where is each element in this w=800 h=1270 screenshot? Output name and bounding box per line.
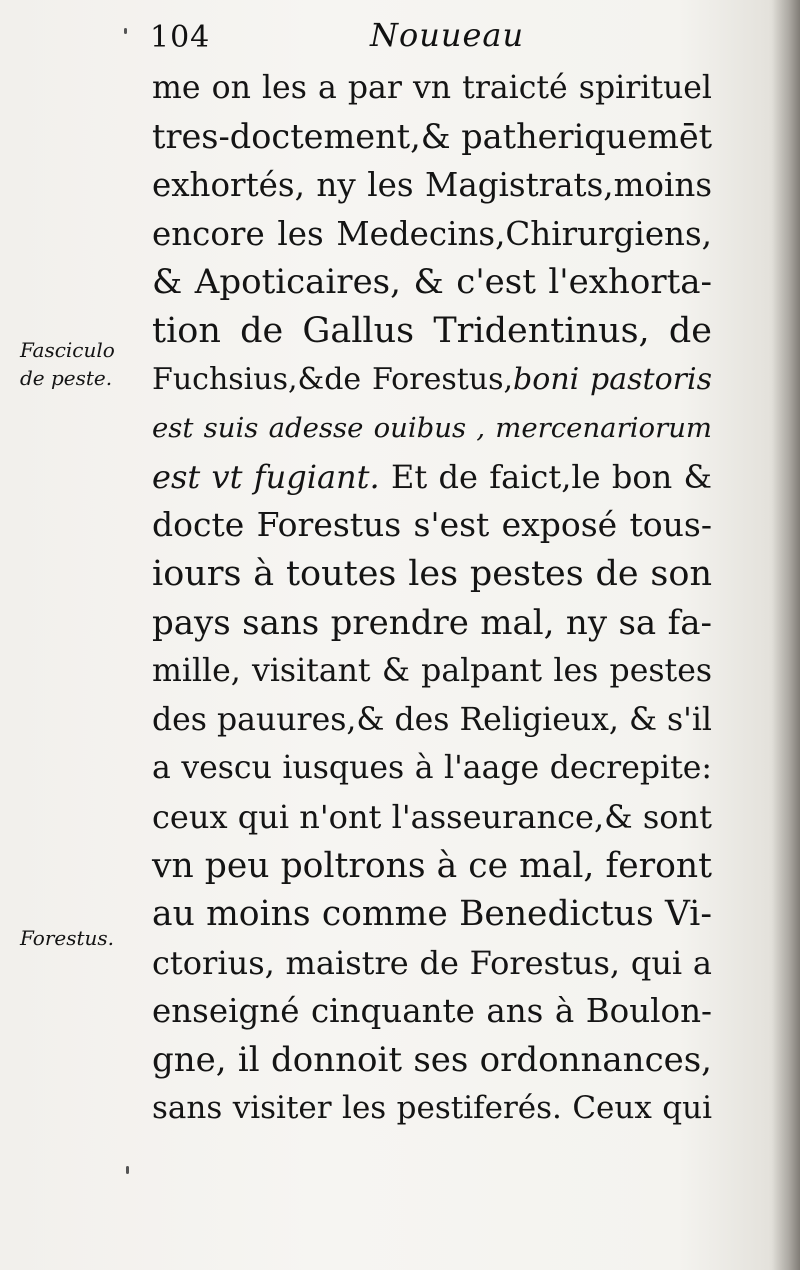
text-line (152, 890, 712, 939)
text-segment: gne, il donnoit ses ordonnances, (152, 1039, 712, 1080)
margin-note-line: Forestus. (20, 926, 115, 950)
running-title: Nouueau (370, 16, 525, 54)
text-line (152, 647, 712, 696)
text-line (152, 987, 712, 1036)
text-segment: & Apoticaires, & c'est l'exhorta- (152, 262, 712, 303)
body-text (152, 64, 712, 1133)
text-segment: sans visiter les pestiferés. Ceux qui (152, 1090, 712, 1127)
page-header (150, 16, 710, 60)
text-segment: vn peu poltrons à ce mal, feront (152, 845, 712, 886)
text-segment: Et de faict,le bon & (379, 457, 712, 496)
text-line (152, 307, 712, 356)
text-segment: des pauures,& des Religieux, & s'il (152, 701, 712, 738)
text-line (152, 842, 712, 891)
text-line (152, 696, 712, 745)
text-line (152, 64, 712, 113)
ink-speck (124, 28, 127, 34)
text-segment: docte Forestus s'est exposé tous- (152, 505, 712, 545)
text-line (152, 258, 712, 307)
italic-text-segment: est suis adesse ouibus , mercenariorum (152, 412, 712, 445)
margin-note-fasciculo (20, 336, 115, 392)
page-number: 104 (150, 20, 211, 55)
text-line (152, 210, 712, 259)
text-segment: encore les Medecins,Chirurgiens, (152, 214, 712, 253)
text-line (152, 793, 712, 842)
text-line (152, 1036, 712, 1085)
text-line (152, 744, 712, 793)
text-line (152, 1084, 712, 1133)
text-line (152, 161, 712, 210)
text-line (152, 550, 712, 599)
text-segment: mille, visitant & palpant les pestes (152, 653, 712, 690)
text-line (152, 453, 712, 502)
italic-text-segment: boni pastoris (513, 361, 712, 397)
page-gutter-shadow (772, 0, 800, 1270)
text-line (152, 404, 712, 453)
text-segment: exhortés, ny les Magistrats,moins (152, 166, 712, 205)
italic-text-segment: est vt fugiant. (152, 457, 380, 496)
margin-note-forestus (20, 924, 114, 952)
text-segment: tres-doctement,& patheriquemēt (152, 116, 713, 156)
margin-note-line: de peste. (20, 366, 113, 390)
text-segment: ctorius, maistre de Forestus, qui a (152, 943, 712, 982)
text-line (152, 356, 712, 405)
ink-speck (126, 1166, 129, 1174)
text-segment: ceux qui n'ont l'asseurance,& sont (152, 797, 712, 836)
text-line (152, 501, 712, 550)
text-segment: a vescu iusques à l'aage decrepite: (152, 750, 712, 787)
text-segment: enseigné cinquante ans à Boulon- (152, 992, 712, 1031)
text-segment: me on les a par vn traicté spirituel (152, 70, 712, 106)
text-segment: au moins comme Benedictus Vi- (152, 894, 712, 935)
text-segment: tion de Gallus Tridentinus, de (152, 310, 712, 351)
text-line (152, 939, 712, 988)
margin-note-line: Fasciculo (20, 338, 115, 362)
text-segment: pays sans prendre mal, ny sa fa- (152, 602, 712, 643)
text-segment: iours à toutes les pestes de son (152, 553, 712, 594)
text-line (152, 113, 712, 162)
text-line (152, 599, 712, 648)
text-segment: Fuchsius,&de Forestus, (152, 361, 514, 397)
